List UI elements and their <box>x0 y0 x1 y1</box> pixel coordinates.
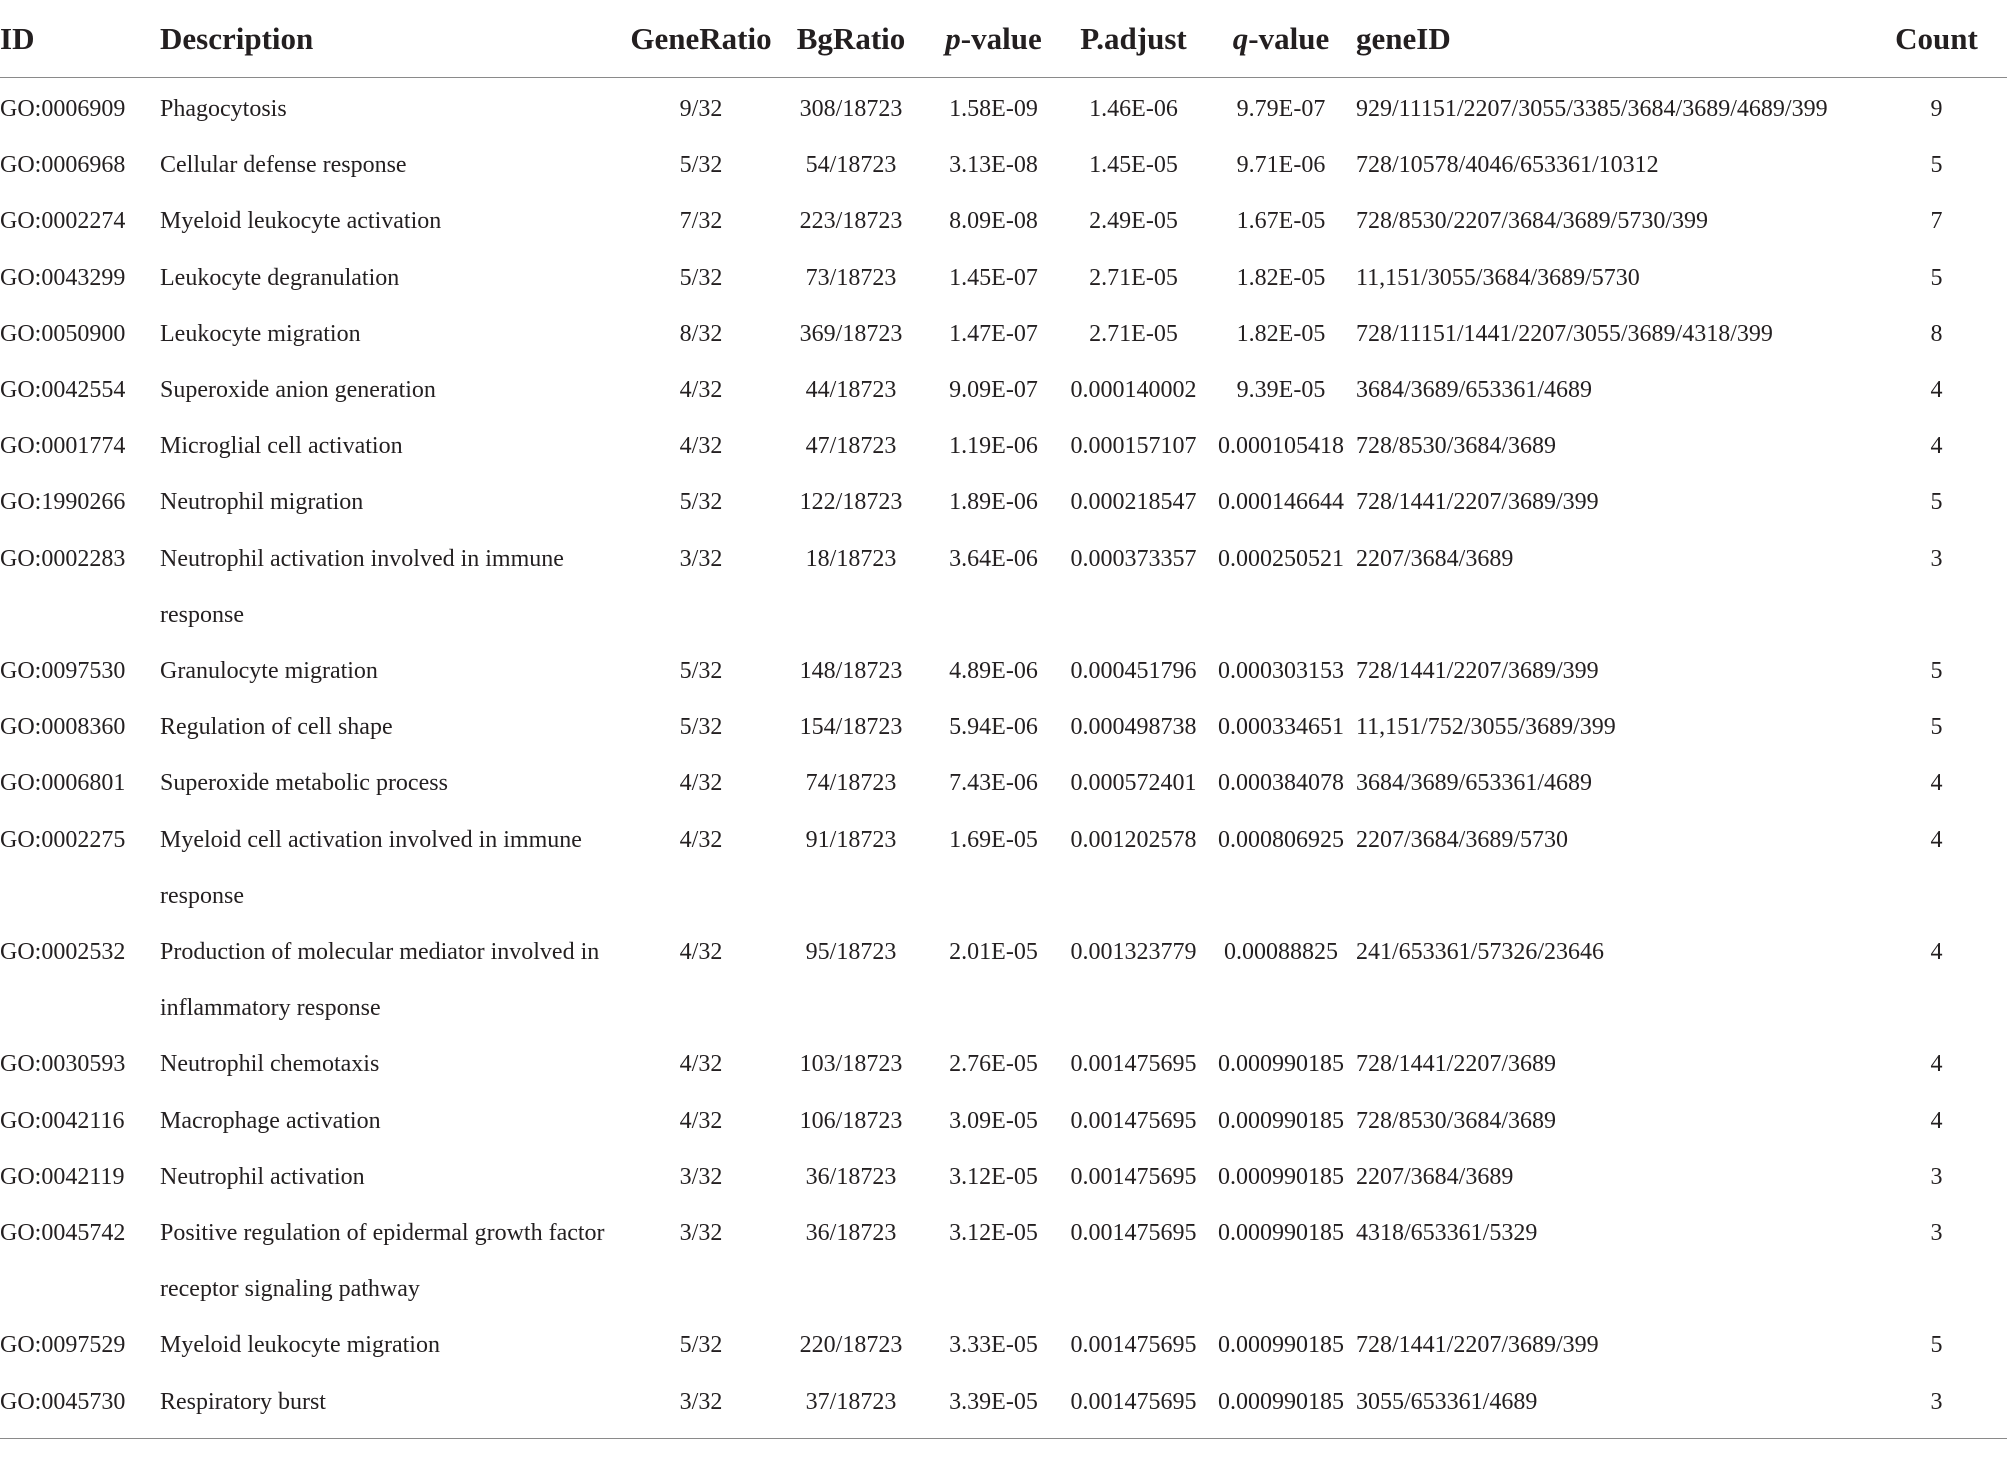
cell-id: GO:0042116 <box>0 1107 125 1134</box>
cell-count: 4 <box>1930 826 1943 853</box>
cell-id: GO:0043299 <box>0 264 126 291</box>
cell-p-adjust: 0.001475695 <box>1070 1163 1197 1190</box>
cell-description: Neutrophil activation <box>160 1163 365 1190</box>
cell-id: GO:0001774 <box>0 433 126 460</box>
cell-count: 7 <box>1930 208 1943 235</box>
table-row <box>0 362 2007 418</box>
cell-id: GO:0006909 <box>0 96 126 122</box>
cell-p-value: 1.89E-06 <box>949 489 1038 516</box>
cell-q-value: 1.82E-05 <box>1236 320 1326 347</box>
table-row <box>0 137 2007 193</box>
cell-q-value: 0.000146644 <box>1218 489 1344 516</box>
cell-p-value: 2.01E-05 <box>949 939 1038 966</box>
cell-gene-ratio: 4/32 <box>679 433 723 460</box>
cell-description: Cellular defense response <box>160 152 407 179</box>
cell-q-value: 1.82E-05 <box>1236 264 1326 291</box>
cell-q-value: 0.000990185 <box>1218 1332 1344 1359</box>
cell-gene-ratio: 4/32 <box>679 770 723 797</box>
cell-description: Granulocyte migration <box>160 658 378 685</box>
cell-count: 4 <box>1930 433 1943 460</box>
table-row <box>0 250 2007 306</box>
cell-gene-id: 728/10578/4046/653361/10312 <box>1356 152 1659 179</box>
cell-p-adjust: 0.000157107 <box>1070 433 1197 460</box>
p-value-suffix: -value <box>960 20 1042 56</box>
column-header-gene-id: geneID <box>1356 0 1866 78</box>
cell-description: Neutrophil migration <box>160 489 364 516</box>
cell-description: Positive regulation of epidermal growth factor receptor signaling pathway <box>160 1220 605 1303</box>
table-row <box>0 812 2007 924</box>
cell-id: GO:0002275 <box>0 826 126 853</box>
cell-gene-id: 2207/3684/3689 <box>1356 1163 1514 1190</box>
column-header-p-value <box>926 0 1061 78</box>
cell-description: Superoxide anion generation <box>160 377 436 404</box>
cell-p-adjust: 0.001475695 <box>1070 1107 1197 1134</box>
cell-bg-ratio: 95/18723 <box>805 939 897 966</box>
cell-bg-ratio: 54/18723 <box>805 152 897 179</box>
cell-bg-ratio: 36/18723 <box>805 1220 897 1247</box>
cell-p-adjust: 0.000373357 <box>1070 545 1197 572</box>
cell-description: Respiratory burst <box>160 1374 626 1439</box>
table-row <box>0 306 2007 362</box>
cell-q-value: 1.67E-05 <box>1236 208 1326 235</box>
cell-gene-ratio: 4/32 <box>679 939 723 966</box>
table-row <box>0 755 2007 811</box>
column-header-gene-ratio: GeneRatio <box>626 0 776 78</box>
cell-p-value: 7.43E-06 <box>949 770 1038 797</box>
cell-gene-id: 728/11151/1441/2207/3055/3689/4318/399 <box>1356 320 1773 347</box>
cell-id: GO:0002274 <box>0 208 126 235</box>
cell-bg-ratio: 223/18723 <box>799 208 903 235</box>
cell-description: Leukocyte degranulation <box>160 264 400 291</box>
cell-count: 3 <box>1930 1163 1943 1190</box>
cell-bg-ratio: 18/18723 <box>805 545 897 572</box>
cell-gene-ratio: 8/32 <box>679 320 723 347</box>
cell-description: Superoxide metabolic process <box>160 770 448 797</box>
cell-count: 4 <box>1930 939 1943 966</box>
table-row <box>0 1093 2007 1149</box>
cell-id: GO:1990266 <box>0 489 126 516</box>
cell-bg-ratio: 74/18723 <box>805 770 897 797</box>
cell-gene-id: 11,151/752/3055/3689/399 <box>1356 714 1616 741</box>
table-row <box>0 924 2007 1036</box>
cell-p-adjust: 0.001323779 <box>1070 939 1197 966</box>
cell-p-adjust: 1.45E-05 <box>1089 152 1178 179</box>
cell-count: 4 <box>1930 770 1943 797</box>
cell-id: GO:0045730 <box>0 1374 160 1439</box>
cell-q-value: 0.000250521 <box>1218 545 1344 572</box>
cell-gene-ratio: 3/32 <box>679 1163 723 1190</box>
table-row <box>0 531 2007 643</box>
cell-id: GO:0030593 <box>0 1051 126 1078</box>
cell-gene-id: 728/1441/2207/3689/399 <box>1356 1332 1599 1359</box>
cell-p-value: 9.09E-07 <box>949 377 1038 404</box>
cell-id: GO:0097530 <box>0 658 126 685</box>
cell-p-value: 1.69E-05 <box>949 826 1038 853</box>
table-row <box>0 1036 2007 1092</box>
cell-q-value: 9.39E-05 <box>1236 377 1326 404</box>
cell-p-value: 2.76E-05 <box>949 1051 1038 1078</box>
cell-gene-ratio: 4/32 <box>679 826 723 853</box>
cell-q-value: 0.00088825 <box>1224 939 1338 966</box>
table-row <box>0 643 2007 699</box>
cell-id: GO:0002532 <box>0 939 126 966</box>
cell-count: 5 <box>1930 152 1943 179</box>
cell-q-value: 0.000384078 <box>1218 770 1344 797</box>
column-header-count: Count <box>1866 0 2007 78</box>
cell-bg-ratio: 308/18723 <box>799 96 903 122</box>
cell-description: Myeloid cell activation involved in immune response <box>160 826 582 909</box>
table-row <box>0 78 2007 138</box>
cell-gene-id: 2207/3684/3689/5730 <box>1356 826 1569 853</box>
cell-gene-id: 3684/3689/653361/4689 <box>1356 770 1593 797</box>
column-header-p-adjust: P.adjust <box>1061 0 1206 78</box>
cell-p-adjust: 2.71E-05 <box>1089 320 1178 347</box>
cell-gene-id: 4318/653361/5329 <box>1356 1220 1538 1247</box>
cell-id: GO:0042554 <box>0 377 126 404</box>
cell-bg-ratio: 122/18723 <box>799 489 903 516</box>
cell-gene-ratio: 3/32 <box>679 1220 723 1247</box>
q-value-suffix: -value <box>1248 20 1330 56</box>
cell-id: GO:0008360 <box>0 714 126 741</box>
cell-id: GO:0006968 <box>0 152 126 179</box>
cell-count: 4 <box>1930 1107 1943 1134</box>
cell-p-value: 3.09E-05 <box>949 1107 1038 1134</box>
cell-gene-ratio: 5/32 <box>679 658 723 685</box>
cell-gene-ratio: 5/32 <box>679 264 723 291</box>
cell-gene-ratio: 3/32 <box>679 545 723 572</box>
cell-count: 4 <box>1930 377 1943 404</box>
table-row <box>0 1374 2007 1439</box>
cell-p-value: 1.45E-07 <box>949 264 1038 291</box>
cell-bg-ratio: 220/18723 <box>799 1332 903 1359</box>
cell-q-value: 0.000806925 <box>1218 826 1344 853</box>
cell-p-adjust: 0.000140002 <box>1070 377 1197 404</box>
cell-gene-ratio: 5/32 <box>679 714 723 741</box>
column-header-description: Description <box>160 0 626 78</box>
cell-description: Neutrophil chemotaxis <box>160 1051 380 1078</box>
cell-count: 3 <box>1930 545 1943 572</box>
cell-p-adjust: 2.49E-05 <box>1089 208 1178 235</box>
cell-bg-ratio: 103/18723 <box>799 1051 903 1078</box>
cell-q-value: 0.000990185 <box>1218 1051 1344 1078</box>
cell-p-adjust: 1.46E-06 <box>1089 96 1178 122</box>
cell-q-value: 0.000303153 <box>1218 658 1344 685</box>
cell-p-adjust: 0.000218547 <box>1070 489 1197 516</box>
column-header-q-value <box>1206 0 1356 78</box>
cell-id: GO:0042119 <box>0 1163 125 1190</box>
cell-id: GO:0006801 <box>0 770 126 797</box>
cell-q-value: 0.000334651 <box>1218 714 1344 741</box>
cell-gene-ratio: 5/32 <box>679 489 723 516</box>
cell-gene-id: 3055/653361/4689 <box>1356 1374 1866 1439</box>
cell-p-adjust: 0.001475695 <box>1070 1051 1197 1078</box>
cell-gene-id: 728/8530/3684/3689 <box>1356 1107 1557 1134</box>
cell-gene-id: 728/1441/2207/3689/399 <box>1356 489 1599 516</box>
cell-count: 5 <box>1930 489 1943 516</box>
cell-q-value: 0.000990185 <box>1218 1163 1344 1190</box>
cell-q-value: 9.71E-06 <box>1236 152 1326 179</box>
cell-count: 5 <box>1930 714 1943 741</box>
cell-gene-id: 728/1441/2207/3689 <box>1356 1051 1557 1078</box>
column-header-bg-ratio: BgRatio <box>776 0 926 78</box>
cell-description: Myeloid leukocyte activation <box>160 208 442 235</box>
column-header-id: ID <box>0 0 160 78</box>
cell-p-adjust: 0.000572401 <box>1070 770 1197 797</box>
table-row <box>0 474 2007 530</box>
cell-bg-ratio: 44/18723 <box>805 377 897 404</box>
cell-p-value: 8.09E-08 <box>949 208 1038 235</box>
cell-bg-ratio: 154/18723 <box>799 714 903 741</box>
cell-bg-ratio: 47/18723 <box>805 433 897 460</box>
table-row <box>0 1205 2007 1317</box>
p-value-italic-prefix: p <box>945 20 961 56</box>
table-row <box>0 699 2007 755</box>
cell-p-value: 4.89E-06 <box>949 658 1038 685</box>
cell-gene-id: 11,151/3055/3684/3689/5730 <box>1356 264 1640 291</box>
cell-count: 4 <box>1930 1051 1943 1078</box>
cell-gene-ratio: 5/32 <box>679 152 723 179</box>
cell-bg-ratio: 369/18723 <box>799 320 903 347</box>
q-value-italic-prefix: q <box>1232 20 1249 56</box>
cell-p-value: 1.19E-06 <box>949 433 1038 460</box>
cell-count: 5 <box>1930 658 1943 685</box>
cell-description: Leukocyte migration <box>160 320 361 347</box>
cell-gene-id: 929/11151/2207/3055/3385/3684/3689/4689/399 <box>1356 96 1828 122</box>
cell-count: 9 <box>1930 96 1943 122</box>
cell-id: GO:0050900 <box>0 320 126 347</box>
cell-p-adjust: 0.001202578 <box>1070 826 1197 853</box>
table-body <box>0 78 2007 1439</box>
cell-gene-id: 728/1441/2207/3689/399 <box>1356 658 1599 685</box>
cell-count: 8 <box>1930 320 1943 347</box>
header-row <box>0 0 2007 78</box>
table-row <box>0 1317 2007 1373</box>
cell-p-adjust: 0.001475695 <box>1061 1374 1206 1439</box>
cell-description: Phagocytosis <box>160 96 287 122</box>
cell-id: GO:0097529 <box>0 1332 126 1359</box>
cell-bg-ratio: 37/18723 <box>776 1374 926 1439</box>
cell-q-value: 0.000105418 <box>1218 433 1344 460</box>
cell-p-value: 5.94E-06 <box>949 714 1038 741</box>
cell-gene-ratio: 4/32 <box>679 377 723 404</box>
cell-gene-id: 728/8530/2207/3684/3689/5730/399 <box>1356 208 1709 235</box>
cell-p-value: 3.13E-08 <box>949 152 1038 179</box>
cell-bg-ratio: 73/18723 <box>805 264 897 291</box>
cell-count: 3 <box>1930 1220 1943 1247</box>
cell-gene-ratio: 4/32 <box>679 1107 723 1134</box>
cell-gene-ratio: 9/32 <box>679 96 723 122</box>
cell-description: Neutrophil activation involved in immune response <box>160 545 564 628</box>
cell-id: GO:0002283 <box>0 545 126 572</box>
cell-gene-ratio: 7/32 <box>679 208 723 235</box>
cell-count: 3 <box>1866 1374 2007 1439</box>
cell-bg-ratio: 91/18723 <box>805 826 897 853</box>
cell-gene-ratio: 5/32 <box>679 1332 723 1359</box>
cell-count: 5 <box>1930 264 1943 291</box>
cell-p-value: 3.12E-05 <box>949 1163 1038 1190</box>
cell-gene-id: 728/8530/3684/3689 <box>1356 433 1557 460</box>
cell-p-value: 3.33E-05 <box>949 1332 1038 1359</box>
cell-p-value: 3.39E-05 <box>926 1374 1061 1439</box>
table-row <box>0 418 2007 474</box>
cell-p-adjust: 0.001475695 <box>1070 1220 1197 1247</box>
cell-description: Regulation of cell shape <box>160 714 393 741</box>
cell-q-value: 0.000990185 <box>1218 1220 1344 1247</box>
cell-p-value: 1.58E-09 <box>949 96 1038 122</box>
cell-gene-id: 2207/3684/3689 <box>1356 545 1514 572</box>
cell-p-value: 3.64E-06 <box>949 545 1038 572</box>
cell-bg-ratio: 36/18723 <box>805 1163 897 1190</box>
cell-count: 5 <box>1930 1332 1943 1359</box>
cell-q-value: 0.000990185 <box>1206 1374 1356 1439</box>
cell-p-value: 1.47E-07 <box>949 320 1038 347</box>
table-row <box>0 1149 2007 1205</box>
cell-p-adjust: 0.000451796 <box>1070 658 1197 685</box>
cell-p-adjust: 0.001475695 <box>1070 1332 1197 1359</box>
cell-id: GO:0045742 <box>0 1220 126 1247</box>
cell-description: Microglial cell activation <box>160 433 403 460</box>
cell-description: Macrophage activation <box>160 1107 381 1134</box>
cell-q-value: 9.79E-07 <box>1236 96 1326 122</box>
cell-gene-ratio: 4/32 <box>679 1051 723 1078</box>
cell-description: Production of molecular mediator involved in inflammatory response <box>160 939 600 1022</box>
table-header <box>0 0 2007 78</box>
cell-description: Myeloid leukocyte migration <box>160 1332 440 1359</box>
cell-gene-ratio: 3/32 <box>626 1374 776 1439</box>
cell-p-adjust: 0.000498738 <box>1070 714 1197 741</box>
cell-gene-id: 3684/3689/653361/4689 <box>1356 377 1593 404</box>
cell-bg-ratio: 106/18723 <box>799 1107 903 1134</box>
table-row <box>0 193 2007 249</box>
cell-q-value: 0.000990185 <box>1218 1107 1344 1134</box>
cell-gene-id: 241/653361/57326/23646 <box>1356 939 1605 966</box>
cell-p-adjust: 2.71E-05 <box>1089 264 1178 291</box>
cell-bg-ratio: 148/18723 <box>799 658 903 685</box>
cell-p-value: 3.12E-05 <box>949 1220 1038 1247</box>
